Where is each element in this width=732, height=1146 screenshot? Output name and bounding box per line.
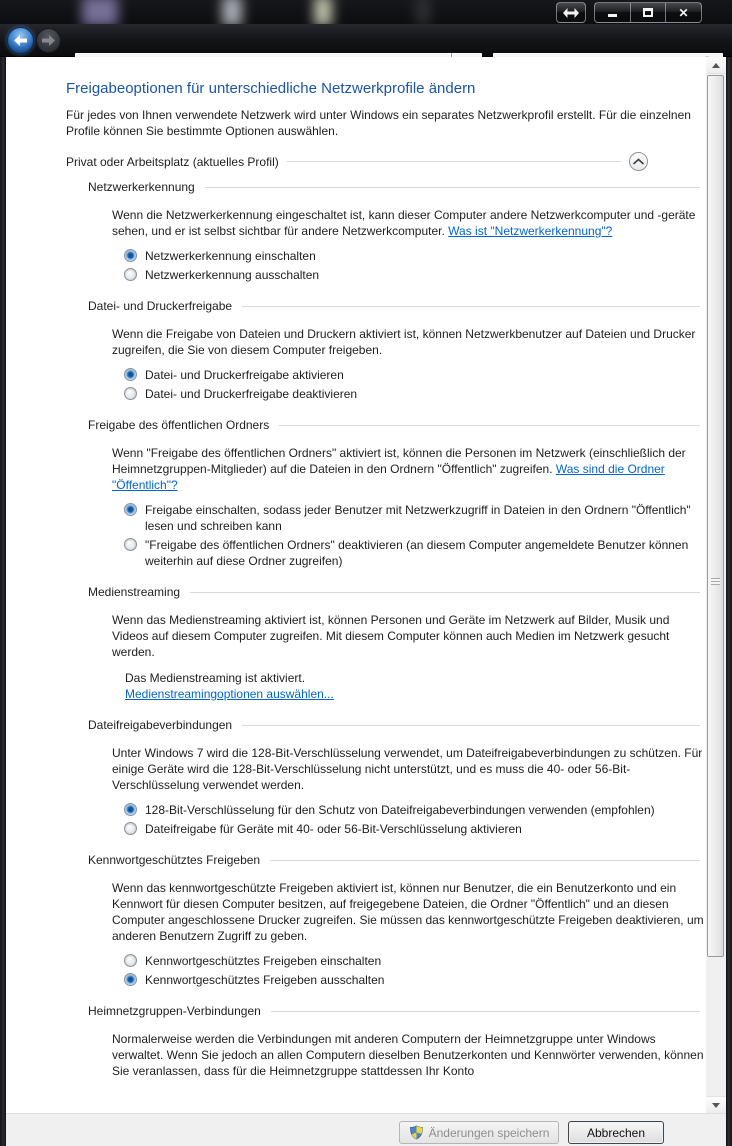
radio-label: Kennwortgeschütztes Freigeben einschalten	[145, 954, 382, 968]
background-thumbnail	[416, 0, 430, 24]
help-link[interactable]: Was ist "Netzwerkerkennung"?	[448, 224, 613, 238]
section-title: Freigabe des öffentlichen Ordners	[88, 418, 270, 432]
section-title: Dateifreigabeverbindungen	[88, 718, 233, 732]
radio-label: Freigabe einschalten, sodass jeder Benutzer mit Netzwerkzugriff in Dateien in den Ordnern "Öffentlich" lesen und schreiben kann	[145, 503, 691, 533]
radio-icon[interactable]	[124, 503, 137, 516]
maximize-icon	[643, 8, 653, 17]
back-button[interactable]	[7, 27, 34, 54]
scroll-up-button[interactable]	[706, 57, 726, 74]
radio-icon[interactable]	[124, 538, 137, 551]
description-text: Wenn "Freigabe des öffentlichen Ordners" aktiviert ist, können die Personen im Netzwerk (einschließlich der Heimnetzgruppen-Mitglieder) auf die Dateien in den Ordnern "Öffentlich" zugreifen.	[112, 446, 686, 476]
close-icon: ✕	[678, 5, 689, 20]
section-oeffentlicher-ordner	[66, 418, 706, 569]
radio-option[interactable]	[124, 502, 706, 534]
swap-window-button[interactable]	[556, 2, 586, 23]
help-link[interactable]: Was sind die Ordner "Öffentlich"?	[112, 462, 665, 492]
cancel-label: Abbrechen	[586, 1125, 646, 1140]
save-changes-label: Änderungen speichern	[428, 1125, 550, 1140]
section-medienstreaming	[66, 585, 706, 702]
chevron-up-icon	[633, 158, 644, 165]
section-divider	[242, 306, 700, 307]
section-title: Medienstreaming	[88, 585, 181, 599]
forward-icon	[42, 35, 55, 46]
section-netzwerkerkennung	[66, 180, 706, 283]
section-kennwortgeschuetztes-freigeben	[66, 853, 706, 988]
scroll-thumb[interactable]	[707, 75, 724, 957]
section-description: Unter Windows 7 wird die 128-Bit-Verschlüsselung verwendet, um Dateifreigabeverbindungen zu schützen. Für einige Geräte wird die 128-Bit-Verschlüsselung nicht unterstützt, und es muss die 40- oder 56-Bit-Verschlüsselung verwendet werden.	[112, 746, 703, 792]
media-streaming-options-link[interactable]: Medienstreamingoptionen auswählen...	[125, 687, 334, 701]
save-changes-button[interactable]	[399, 1121, 559, 1144]
section-datei-druckerfreigabe	[66, 299, 706, 402]
radio-label: Netzwerkerkennung ausschalten	[145, 268, 320, 282]
radio-option[interactable]	[124, 537, 706, 569]
radio-label: Dateifreigabe für Geräte mit 40- oder 56-Bit-Verschlüsselung aktivieren	[145, 822, 522, 836]
maximize-button[interactable]	[630, 2, 666, 23]
radio-label: Datei- und Druckerfreigabe deaktivieren	[145, 387, 358, 401]
radio-label: "Freigabe des öffentlichen Ordners" deaktivieren (an diesem Computer angemeldete Benutzer können weiterhin auf diese Ordner zugreifen)	[145, 538, 689, 568]
section-title: Kennwortgeschütztes Freigeben	[88, 853, 261, 867]
section-title: Heimnetzgruppen-Verbindungen	[88, 1004, 261, 1018]
radio-option[interactable]	[124, 248, 706, 264]
content-area	[6, 57, 706, 1113]
radio-option[interactable]	[124, 821, 706, 837]
nav-toolbar	[0, 24, 732, 57]
window-frame-right	[726, 57, 732, 1146]
radio-icon[interactable]	[124, 803, 137, 816]
page-intro: Für jedes von Ihnen verwendete Netzwerk wird unter Windows ein separates Netzwerkprofil erstellt. Für die einzelnen Profile können Sie bestimmte Optionen auswählen.	[66, 108, 691, 138]
section-description	[112, 207, 704, 239]
section-description: Wenn das Medienstreaming aktiviert ist, können Personen und Geräte im Netzwerk auf Bilder, Musik und Videos auf diesem Computer zugreifen. Mit diesem Computer können auch Medien im Netzwerk gesucht werden.	[112, 613, 670, 659]
back-icon	[14, 35, 27, 46]
radio-option[interactable]	[124, 267, 706, 283]
arrow-down-icon	[712, 1103, 720, 1108]
radio-icon[interactable]	[124, 368, 137, 381]
profile-group-label: Privat oder Arbeitsplatz (aktuelles Profil)	[66, 154, 279, 169]
arrow-up-icon	[712, 63, 720, 68]
radio-option[interactable]	[124, 972, 706, 988]
section-divider	[270, 860, 700, 861]
section-divider	[190, 592, 700, 593]
page-title: Freigabeoptionen für unterschiedliche Netzwerkprofile ändern	[66, 80, 476, 97]
radio-icon[interactable]	[124, 973, 137, 986]
radio-option[interactable]	[124, 367, 706, 383]
section-divider	[279, 425, 700, 426]
window-titlebar	[0, 0, 732, 24]
background-thumbnail	[222, 0, 242, 24]
section-divider	[271, 1011, 700, 1012]
section-description: Wenn die Freigabe von Dateien und Druckern aktiviert ist, können Netzwerkbenutzer auf Dateien und Drucker zugreifen, die Sie von diesem Computer freigeben.	[112, 327, 696, 357]
radio-label: Kennwortgeschütztes Freigeben ausschalten	[145, 973, 385, 987]
section-heimnetzgruppen-verbindungen	[66, 1004, 706, 1079]
close-button[interactable]	[666, 2, 702, 23]
horizontal-arrows-icon	[563, 8, 579, 18]
section-description	[112, 445, 704, 493]
radio-icon[interactable]	[124, 954, 137, 967]
radio-icon[interactable]	[124, 249, 137, 262]
section-dateifreigabeverbindungen	[66, 718, 706, 837]
footer-bar	[6, 1113, 726, 1146]
minimize-icon	[608, 14, 617, 17]
profile-group-header	[66, 152, 648, 171]
section-description: Normalerweise werden die Verbindungen mit anderen Computern der Heimnetzgruppe unter Windows verwaltet. Wenn Sie jedoch an allen Computern dieselben Benutzerkonten und Kennwörter verwenden, können Sie veranlassen, dass für die Heimnetzgruppe stattdessen Ihr Konto	[112, 1032, 704, 1078]
cancel-button[interactable]	[568, 1121, 664, 1144]
profile-divider	[287, 161, 621, 162]
scroll-down-button[interactable]	[706, 1096, 726, 1113]
radio-icon[interactable]	[124, 268, 137, 281]
collapse-button[interactable]	[629, 152, 648, 171]
radio-icon[interactable]	[124, 387, 137, 400]
vertical-scrollbar[interactable]	[706, 57, 726, 1113]
thumb-gripper-icon	[711, 578, 720, 585]
description-text: Wenn die Netzwerkerkennung eingeschaltet ist, kann dieser Computer andere Netzwerkcomputer und -geräte sehen, und er ist selbst sichtbar für andere Netzwerkcomputer.	[112, 208, 696, 238]
radio-label: 128-Bit-Verschlüsselung für den Schutz von Dateifreigabeverbindungen verwenden (empfohlen)	[145, 803, 655, 817]
radio-option[interactable]	[124, 953, 706, 969]
forward-button[interactable]	[36, 28, 61, 53]
section-description: Wenn das kennwortgeschützte Freigeben aktiviert ist, können nur Benutzer, die ein Benutzerkonto und ein Kennwort für diesen Computer besitzen, auf freigegebene Dateien, die Ordner "Öffentlich" und an diesen Computer angeschlossene Drucker zugreifen. Sie müssen das kennwortgeschützte Freigeben deaktivieren, um anderen Benutzern Zugriff zu geben.	[112, 881, 704, 943]
media-streaming-status: Das Medienstreaming ist aktiviert.	[125, 671, 306, 685]
section-divider	[242, 725, 700, 726]
section-title: Datei- und Druckerfreigabe	[88, 299, 233, 313]
uac-shield-icon	[409, 1125, 424, 1140]
background-thumbnail	[314, 0, 332, 24]
radio-option[interactable]	[124, 802, 706, 818]
radio-label: Datei- und Druckerfreigabe aktivieren	[145, 368, 344, 382]
section-divider	[205, 187, 700, 188]
minimize-button[interactable]	[594, 2, 630, 23]
radio-label: Netzwerkerkennung einschalten	[145, 249, 316, 263]
background-thumbnail	[82, 0, 118, 24]
section-title: Netzwerkerkennung	[88, 180, 195, 194]
radio-icon[interactable]	[124, 822, 137, 835]
radio-option[interactable]	[124, 386, 706, 402]
